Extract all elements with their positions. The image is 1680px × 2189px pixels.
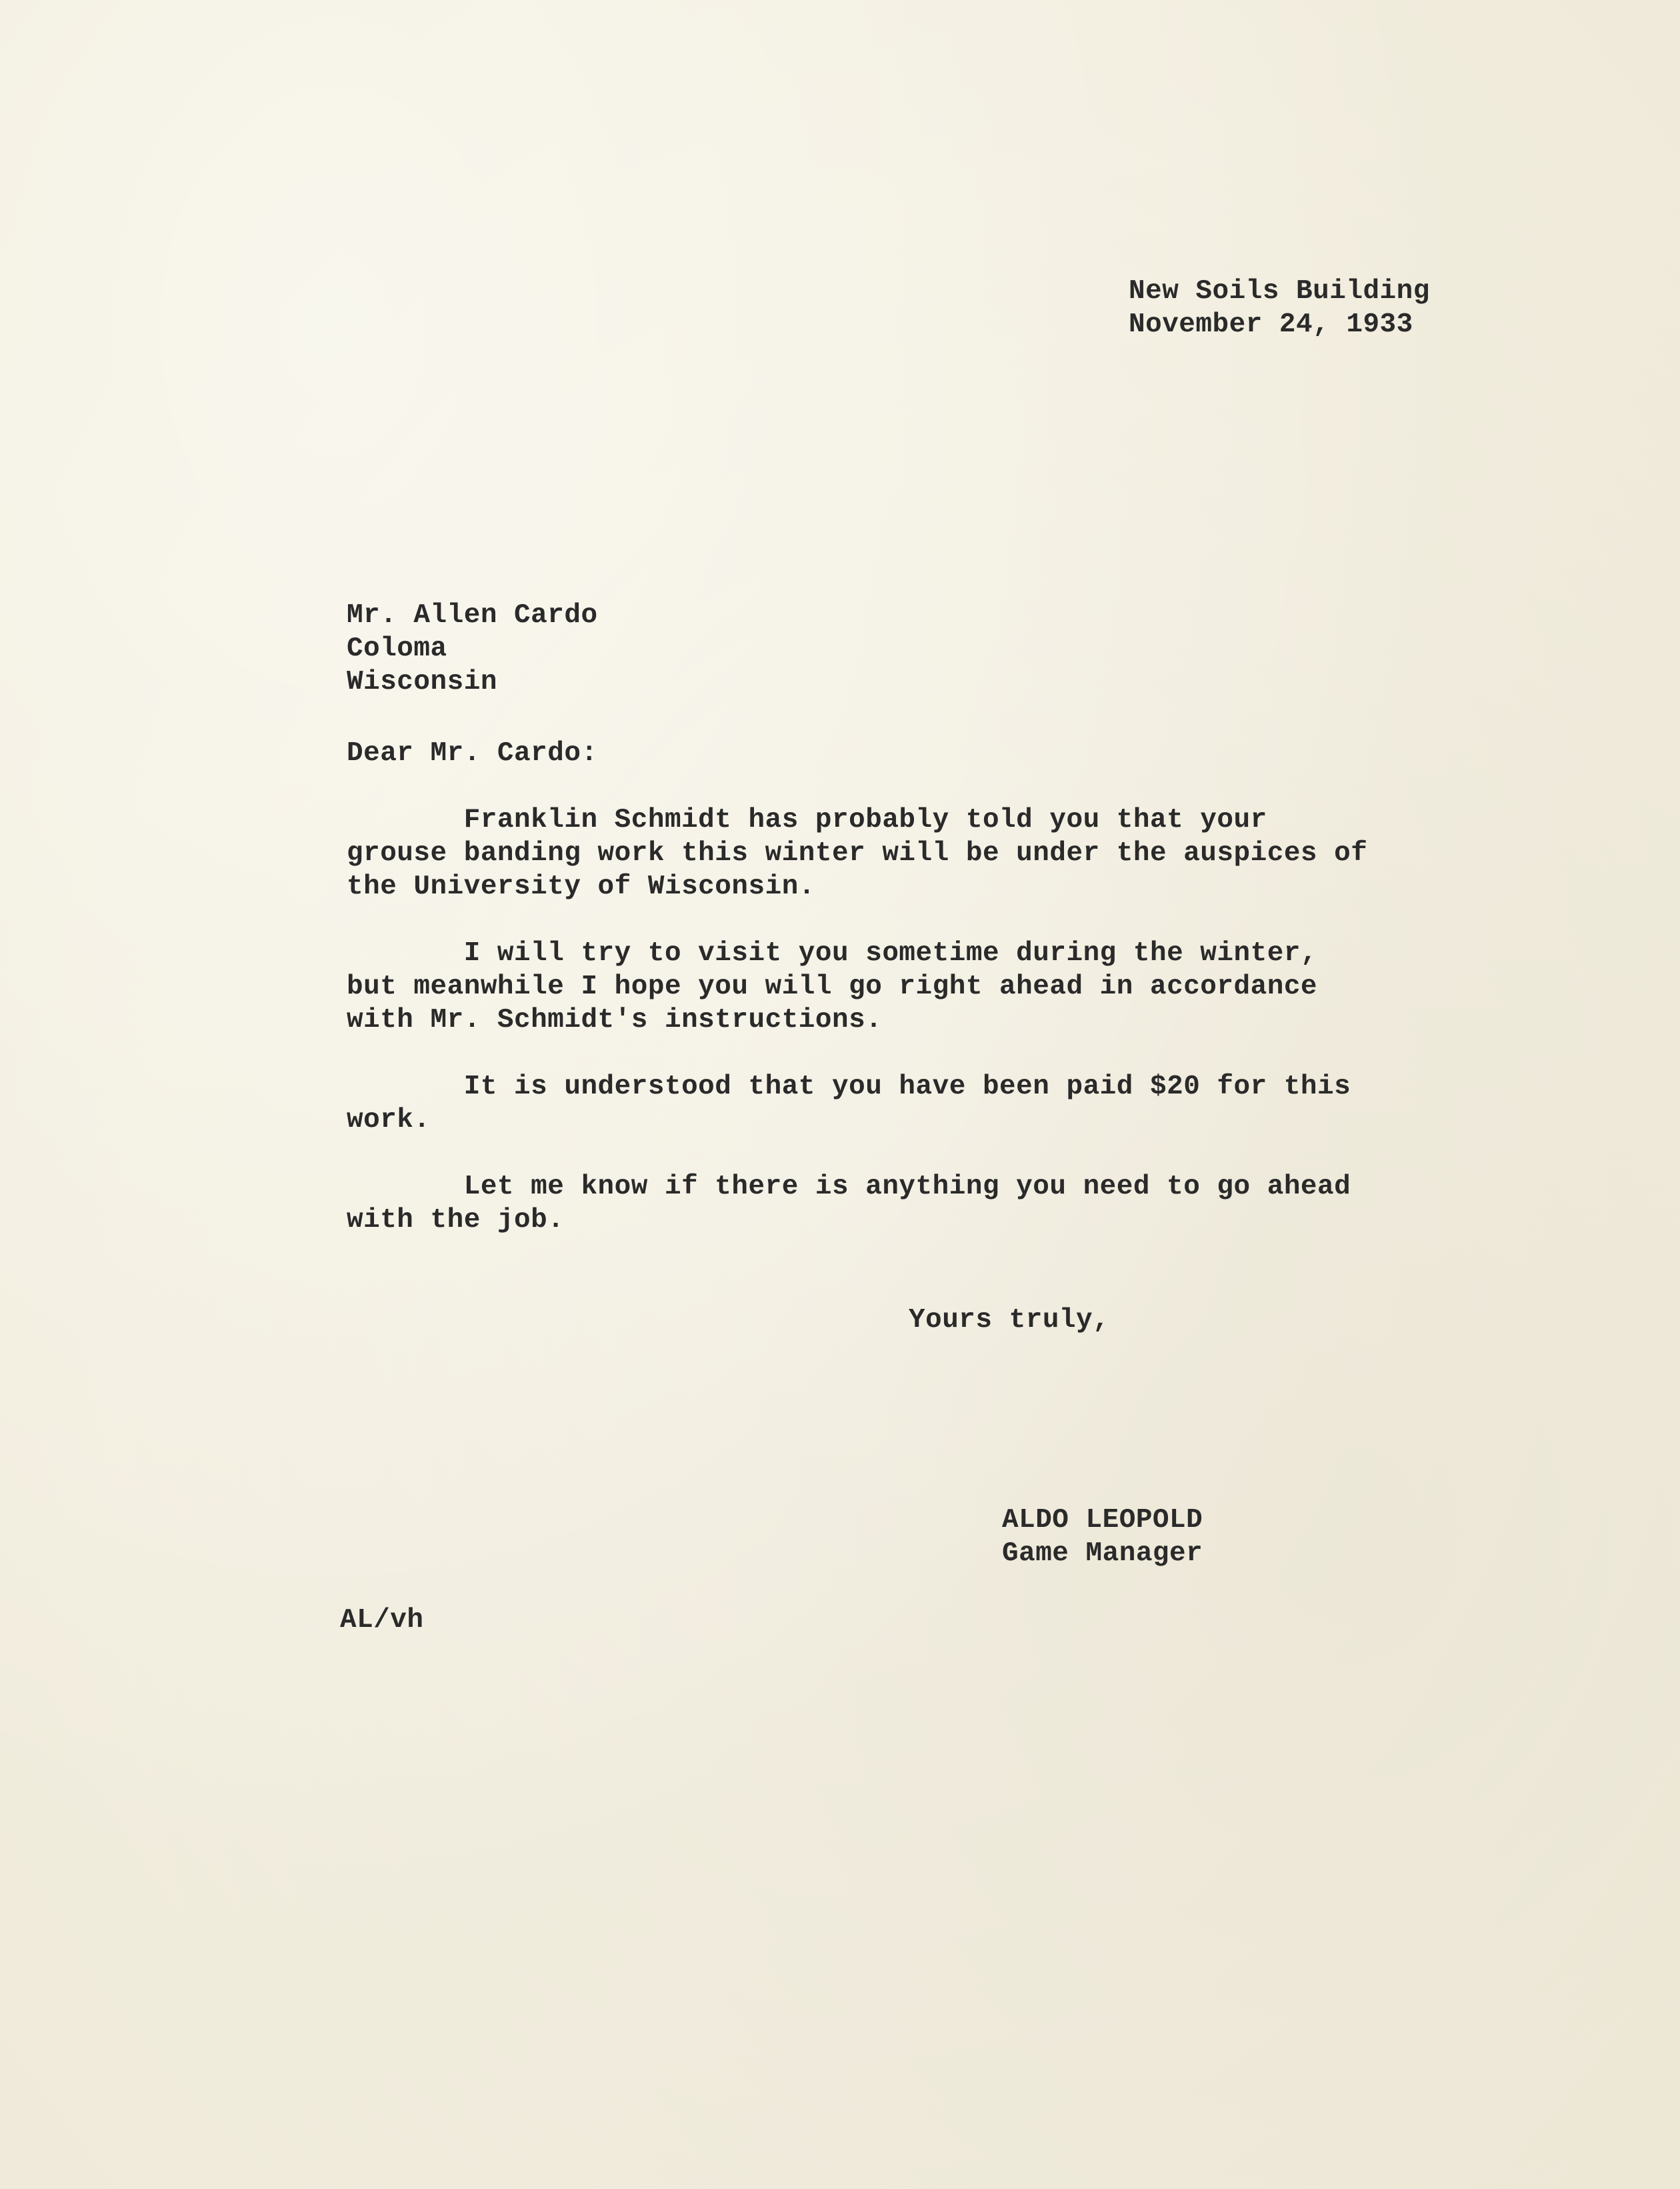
signature-title: Game Manager	[1002, 1538, 1203, 1569]
salutation: Dear Mr. Cardo:	[347, 738, 598, 769]
recipient-address	[347, 599, 598, 699]
paragraph-line: work.	[347, 1105, 431, 1136]
heading-date: November 24, 1933	[1129, 309, 1413, 340]
closing: Yours truly,	[909, 1305, 1110, 1336]
signature-name: ALDO LEOPOLD	[1002, 1505, 1203, 1536]
signature-block	[1002, 1504, 1203, 1570]
paragraph-line: Franklin Schmidt has probably told you that your	[347, 805, 1267, 835]
heading-location: New Soils Building	[1129, 276, 1430, 307]
paragraph-line: I will try to visit you sometime during the winter,	[347, 938, 1318, 969]
paragraph-1	[347, 803, 1367, 903]
paragraph-4	[347, 1170, 1351, 1237]
paragraph-line: but meanwhile I hope you will go right ahead in accordance	[347, 971, 1318, 1002]
paragraph-line: It is understood that you have been paid $20 for this	[347, 1071, 1351, 1102]
paragraph-3	[347, 1070, 1351, 1137]
recipient-state: Wisconsin	[347, 667, 497, 697]
letter-heading	[1129, 275, 1430, 341]
paragraph-line: the University of Wisconsin.	[347, 871, 815, 902]
paragraph-line: with Mr. Schmidt's instructions.	[347, 1005, 883, 1035]
paragraph-line: grouse banding work this winter will be under the auspices of	[347, 838, 1368, 869]
recipient-city: Coloma	[347, 633, 447, 664]
paragraph-2	[347, 937, 1317, 1037]
paragraph-line: with the job.	[347, 1205, 565, 1236]
reference-initials: AL/vh	[340, 1605, 424, 1636]
paragraph-line: Let me know if there is anything you need to go ahead	[347, 1172, 1351, 1202]
recipient-name: Mr. Allen Cardo	[347, 600, 598, 631]
